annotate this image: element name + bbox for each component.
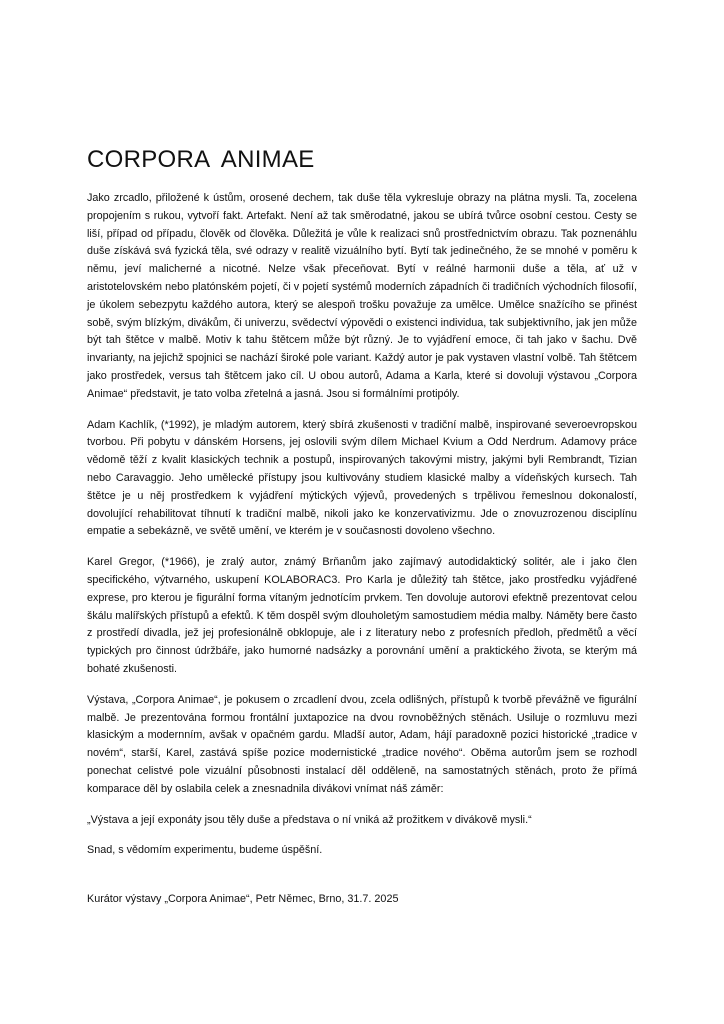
paragraph-intro: Jako zrcadlo, přiložené k ústům, orosené dechem, tak duše těla vykresluje obrazy na plátna mysli. Ta, zocelena propojením s rukou, vytvoří fakt. Artefakt. Není až tak směrodatné, jakou se ubírá tvůrce osobní cestou. Cesty se liší, případ od případu, člověk od člověka. Důležitá je vůle k realizaci snů prostřednictvím obrazu. Tak poznenáhlu duše získává svá fyzická těla, své odrazy v realitě vizuálního bytí. Bytí tak jedinečného, že se mnohé v poměru k němu, jeví malicherné a nicotné. Nelze však přeceňovat. Bytí v reálné harmonii duše a těla, ať už v aristotelovském nebo platónském pojetí, či v pojetí systémů moderních západních či tradičních východních filosofií, je úkolem sebezpytu každého autora, který se alespoň trošku považuje za umělce. Umělce snažícího se přinést sobě, svým blízkým, divákům, či univerzu, svědectví výpovědi o existenci individua, tak subjektivního, jak jen může být tah štětce v malbě. Motiv k tahu štětcem může být různý. Je to vyjádření emoce, či tah jako v šachu. Dvě invarianty, na jejichž spojnici se nachází široké pole variant. Každý autor je pak vystaven vlastní volbě. Tah štětcem jako prostředek, versus tah štětcem jako cíl. U obou autorů, Adama a Karla, které si dovoluji výstavou „Corpora Animae“ představit, je tato volba zřetelná a jasná. Jsou si formálními protipóly.: [87, 192, 637, 400]
document-body: [87, 190, 637, 873]
paragraph-closing: Snad, s vědomím experimentu, budeme úspěšní.: [87, 844, 323, 857]
paragraph-karel-gregor: Karel Gregor, (*1966), je zralý autor, známý Brňanům jako zajímavý autodidaktický solitér, ale i jako člen specifického, výtvarného, uskupení KOLABORAC3. Pro Karla je důležitý tah štětce, jako prostředku vyjádřené exprese, pro kterou je figurální forma vítaným jednotícím prvkem. Ten dovoluje autorovi efektně prezentovat celou škálu malířských přístupů a efektů. K těm dospěl svým dlouholetým samostudiem média malby. Náměty bere často z prostředí divadla, jež jej profesionálně obklopuje, ale i z literatury nebo z profesních předloh, předmětů a věcí typických pro činnost údržbáře, jako humorné nadsázky a porovnání umění a praktického života, se kterým má bohaté zkušenosti.: [87, 556, 637, 675]
paragraph-exhibition: Výstava, „Corpora Animae“, je pokusem o zrcadlení dvou, zcela odlišných, přístupů k tvorbě převážně ve figurální malbě. Je prezentována formou frontální juxtapozice na dvou rovnoběžných stěnách. Usiluje o rozmluvu mezi klasickým a modernním, avšak v opačném gardu. Mladší autor, Adam, hájí paradoxně pozici historické „tradice v novém“, starší, Karel, zastává spíše pozice modernistické „tradice nového“. Oběma autorům jsem se rozhodl ponechat celistvé pole vizuální působnosti instalací děl odděleně, na samostatných stěnách, proto že přímá komparace děl by oslabila celek a znesnadnila divákovi vnímat náš záměr:: [87, 693, 637, 795]
paragraph-quote: „Výstava a její exponáty jsou těly duše a představa o ní vniká až prožitkem v divákově mysli.“: [87, 813, 532, 826]
curator-signature-line: Kurátor výstavy „Corpora Animae“, Petr Němec, Brno, 31.7. 2025: [87, 893, 399, 905]
paragraph-adam-kachlik: Adam Kachlík, (*1992), je mladým autorem, který sbírá zkušenosti v tradiční malbě, inspirované severoevropskou tvorbou. Při pobytu v dánském Horsens, jej oslovili svým dílem Michael Kvium a Odd Nerdrum. Adamovy práce vědomě těží z kvalit klasických technik a postupů, inspirovaných takovými mistry, jakými byli Rembrandt, Tizian nebo Caravaggio. Jeho umělecké přístupy jsou kultivovány studiem klasické malby a vídeňských kursech. Tah štětce je u něj prostředkem k vyjádření mýtických výjevů, provedených s trpělivou řemeslnou dokonalostí, dovolující rehabilitovat tíhnutí k tradiční malbě, nikoli jako ke konzervativizmu. Jde o znovuzrozenou disciplínu empatie a sebekázně, ve světě umění, ve kterém je v současnosti dovoleno všechno.: [87, 418, 637, 538]
document-title: CORPORA ANIMAE: [87, 146, 315, 173]
